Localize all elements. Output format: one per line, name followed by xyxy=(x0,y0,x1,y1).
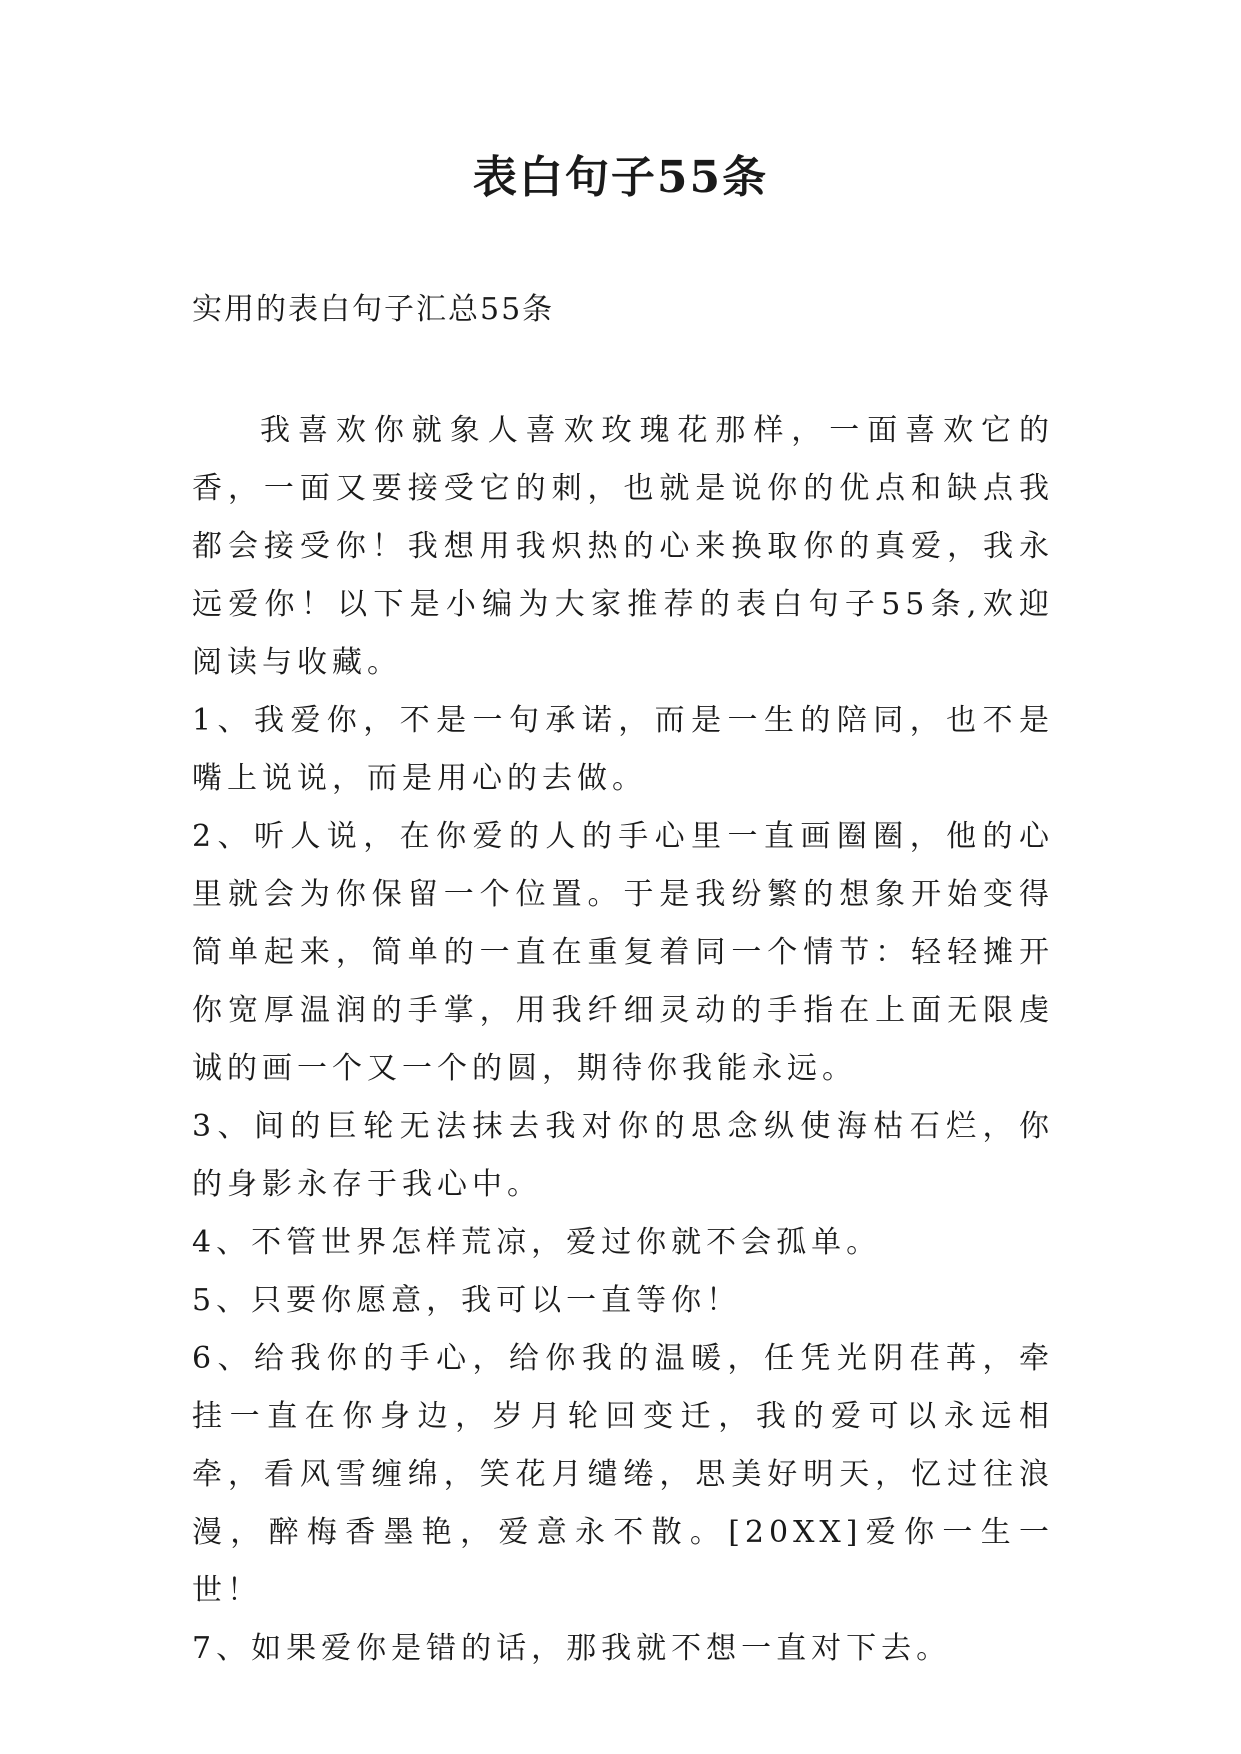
list-item: 7、如果爱你是错的话，那我就不想一直对下去。 xyxy=(192,1631,952,1666)
list-item: 1、我爱你，不是一句承诺，而是一生的陪同，也不是嘴上说说，而是用心的去做。 xyxy=(192,703,1054,796)
intro-paragraph: 我喜欢你就象人喜欢玫瑰花那样，一面喜欢它的香，一面又要接受它的刺，也就是说你的优点和缺点我都会接受你！我想用我炽热的心来换取你的真爱，我永远爱你！以下是小编为大家推荐的表白句子55条,欢迎阅读与收藏。 xyxy=(192,413,1054,680)
list-item: 3、间的巨轮无法抹去我对你的思念纵使海枯石烂，你的身影永存于我心中。 xyxy=(192,1109,1054,1202)
list-item: 4、不管世界怎样荒凉，爱过你就不会孤单。 xyxy=(192,1225,882,1260)
document-body xyxy=(192,402,1054,1678)
document-subtitle: 实用的表白句子汇总55条 xyxy=(192,292,555,327)
list-item: 6、给我你的手心，给你我的温暖，任凭光阴荏苒，牵挂一直在你身边，岁月轮回变迁，我的爱可以永远相牵，看风雪缠绵，笑花月缱绻，思美好明天，忆过往浪漫，醉梅香墨艳，爱意永不散。[20XX]爱你一生一世！ xyxy=(192,1341,1054,1608)
list-item: 5、只要你愿意，我可以一直等你！ xyxy=(192,1283,742,1318)
list-item: 2、听人说，在你爱的人的手心里一直画圈圈，他的心里就会为你保留一个位置。于是我纷繁的想象开始变得简单起来，简单的一直在重复着同一个情节：轻轻摊开你宽厚温润的手掌，用我纤细灵动的手指在上面无限虔诚的画一个又一个的圆，期待你我能永远。 xyxy=(192,819,1054,1086)
document-title: 表白句子55条 xyxy=(472,152,769,203)
